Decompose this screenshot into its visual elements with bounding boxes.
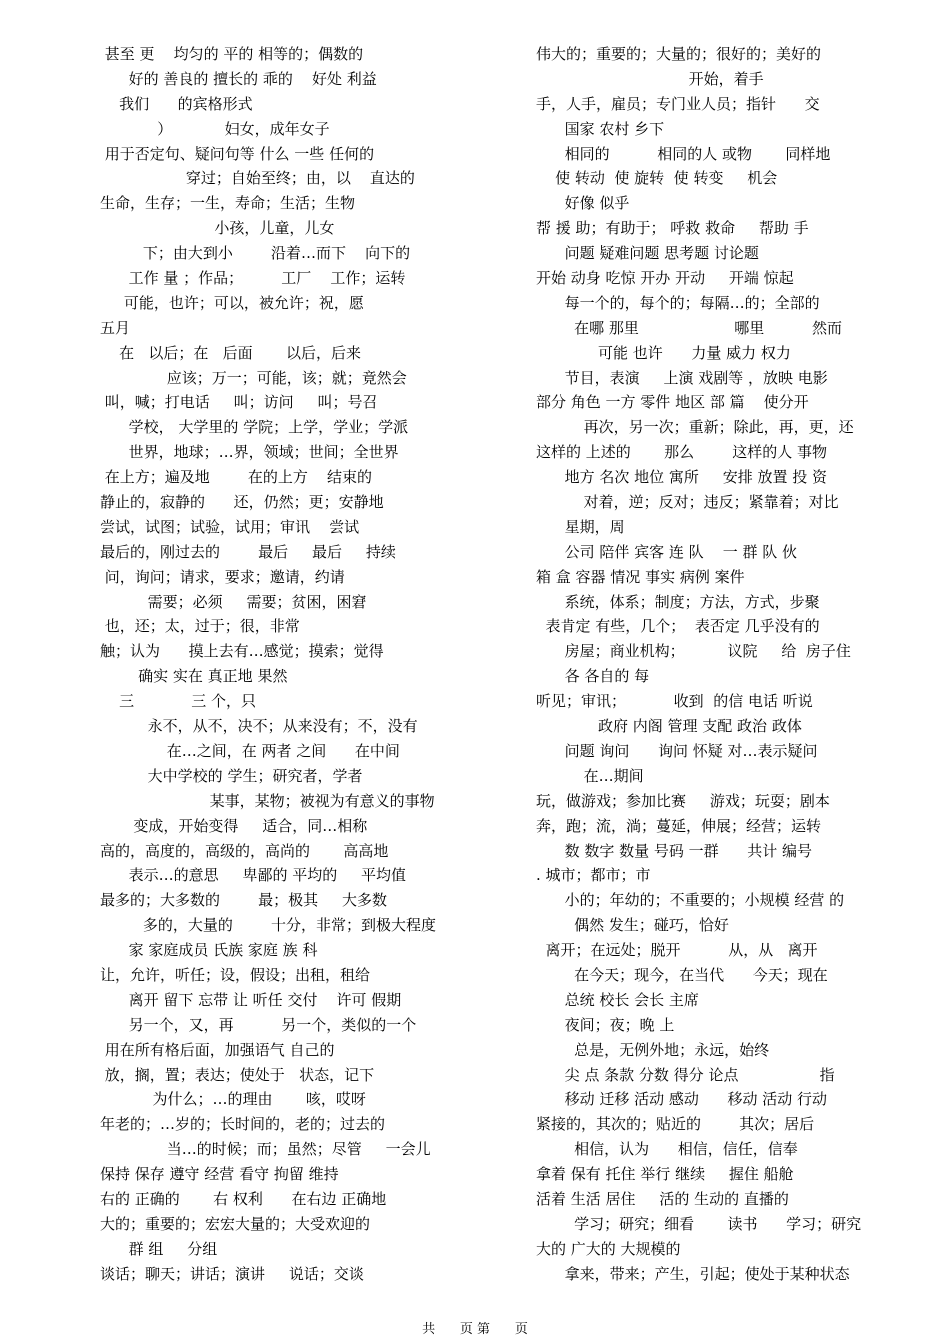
- vocab-line: 这样的 上述的 那么 这样的人 事物: [536, 443, 828, 462]
- vocab-line: 也，还；太，过于；很，非常: [100, 617, 300, 636]
- vocab-line: 五月: [100, 318, 131, 337]
- vocab-line: 开始，着手: [536, 69, 764, 88]
- vocab-line: 需要；必须 需要；贫困，困窘: [100, 592, 367, 611]
- vocab-line: 在上方；遍及地 在的上方 结束的: [100, 468, 372, 487]
- vocab-line: 保持 保存 遵守 经营 看守 拘留 维持: [100, 1165, 339, 1184]
- vocab-line: 拿着 保有 托住 举行 继续 握住 船舱: [536, 1165, 794, 1184]
- vocab-line: 总是，无例外地；永远，始终: [536, 1040, 770, 1059]
- vocab-line: 右的 正确的 右 权利 在右边 正确地: [100, 1189, 387, 1208]
- vocab-line: 奔，跑；流，淌；蔓延，伸展；经营；运转: [536, 816, 822, 835]
- vocab-line: 年老的；…岁的；长时间的，老的；过去的: [100, 1115, 386, 1134]
- vocab-line: 在…之间，在 两者 之间 在中间: [100, 741, 400, 760]
- vocab-line: 离开；在远处；脱开 从，从 离开: [536, 941, 818, 960]
- vocab-line: 确实 实在 真正地 果然: [100, 667, 288, 686]
- vocab-line: 伟大的；重要的；大量的；很好的；美好的: [536, 45, 822, 63]
- vocab-line: 夜间；夜；晚 上: [536, 1015, 675, 1034]
- vocab-line: 再次，另一次；重新；除此，再，更，还: [536, 418, 854, 437]
- vocab-line: 下；由大到小 沿着…而下 向下的: [100, 244, 411, 263]
- vocab-line: 三 三 个，只: [100, 692, 257, 711]
- vocab-line: 穿过；自始至终；由，以 直达的: [100, 169, 415, 188]
- vocab-line: 永不，从不，决不；从来没有；不，没有: [100, 717, 418, 736]
- vocab-line: 学习；研究；细看 读书 学习；研究: [536, 1214, 862, 1233]
- vocab-line: 可能 也许 力量 威力 权力: [536, 343, 791, 362]
- vocab-line: 小孩，儿童，儿女: [100, 219, 335, 238]
- vocab-line: 世界，地球；…界，领域；世间；全世界: [100, 443, 399, 462]
- vocab-line: 生命，生存；一生，寿命；生活；生物: [100, 194, 356, 213]
- vocab-line: 好的 善良的 擅长的 乖的 好处 利益: [100, 69, 377, 88]
- vocab-line: 表肯定 有些，几个； 表否定 几乎没有的: [536, 617, 820, 636]
- vocab-line: 政府 内阁 管理 支配 政治 政体: [536, 717, 802, 736]
- vocab-line: 大的；重要的；宏宏大量的；大受欢迎的: [100, 1214, 371, 1233]
- vocab-line: 用于否定句、疑问句等 什么 一些 任何的: [100, 144, 375, 163]
- vocab-line: 群 组 分组: [100, 1239, 218, 1258]
- vocab-line: 活着 生活 居住 活的 生动的 直播的: [536, 1189, 789, 1208]
- vocab-line: 表示…的意思 卑鄙的 平均的 平均值: [100, 866, 407, 885]
- vocab-line: 开始 动身 吃惊 开办 开动 开端 惊起: [536, 269, 794, 288]
- vocab-line: 移动 迁移 活动 感动 移动 活动 行动: [536, 1090, 828, 1109]
- vocab-line: 问，询问；请求，要求；邀请，约请: [100, 567, 345, 586]
- vocab-line: 使 转动 使 旋转 使 转变 机会: [536, 169, 778, 188]
- vocab-line: 离开 留下 忘带 让 听任 交付 许可 假期: [100, 990, 402, 1009]
- vocab-line: 尝试，试图；试验，试用；审讯 尝试: [100, 517, 360, 536]
- vocab-line: 工作 量 ；作品； 工厂 工作；运转: [100, 269, 406, 288]
- vocab-line: 多的，大量的 十分，非常；到极大程度: [100, 916, 437, 935]
- vocab-line: 当…的时候；而；虽然；尽管 一会儿: [100, 1140, 431, 1159]
- left-column: [100, 42, 520, 1287]
- vocab-line: 房屋；商业机构； 议院 给 房子住: [536, 642, 851, 661]
- vocab-line: 公司 陪伴 宾客 连 队 一 群 队 伙: [536, 542, 798, 561]
- vocab-line: 高的，高度的，高级的，高尚的 高高地: [100, 841, 389, 860]
- vocab-line: 听见；审讯； 收到 的信 电话 听说: [536, 692, 813, 711]
- vocab-line: 手，人手，雇员；专门业人员；指针 交: [536, 94, 820, 113]
- vocab-line: 最多的；大多数的 最；极其 大多数: [100, 891, 387, 910]
- vocab-line: 甚至 更 均匀的 平的 相等的；偶数的: [100, 45, 364, 63]
- vocab-line: 另一个，又，再 另一个，类似的一个: [100, 1015, 417, 1034]
- vocab-line: 在今天；现今，在当代 今天；现在: [536, 965, 828, 984]
- vocab-line: 大的 广大的 大规模的: [536, 1239, 681, 1258]
- vocab-line: 星期，周: [536, 517, 625, 536]
- vocab-line: 我们 的宾格形式: [100, 94, 253, 113]
- vocab-line: 每一个的，每个的；每隔…的；全部的: [536, 293, 820, 312]
- vocab-line: 最后的，刚过去的 最后 最后 持续: [100, 542, 396, 561]
- right-column: [536, 42, 936, 1287]
- vocab-line: 变成，开始变得 适合，同…相称: [100, 816, 368, 835]
- vocab-line: 各 各自的 每: [536, 667, 650, 686]
- vocab-line: 小的；年幼的；不重要的；小规模 经营 的: [536, 891, 845, 910]
- vocab-line: 偶然 发生；碰巧，恰好: [536, 916, 729, 935]
- vocab-line: 学校， 大学里的 学院；上学，学业；学派: [100, 418, 409, 437]
- vocab-line: 箱 盒 容器 情况 事实 病例 案件: [536, 567, 745, 586]
- vocab-line: 用在所有格后面，加强语气 自己的: [100, 1040, 335, 1059]
- vocab-line: 部分 角色 一方 零件 地区 部 篇 使分开: [536, 393, 809, 412]
- vocab-line: 在…期间: [536, 766, 644, 785]
- vocab-line: 为什么；…的理由 咳，哎呀: [100, 1090, 366, 1109]
- vocab-line: 应该；万一；可能，该；就；竟然会: [100, 368, 407, 387]
- vocab-line: 大中学校的 学生；研究者，学者: [100, 766, 363, 785]
- vocab-line: 放，搁，置；表达；使处于 状态，记下: [100, 1065, 375, 1084]
- vocab-line: 相同的 相同的人 或物 同样地: [536, 144, 831, 163]
- vocab-line: 好像 似乎: [536, 194, 630, 213]
- vocab-line: 问题 询问 询问 怀疑 对…表示疑问: [536, 741, 818, 760]
- vocab-line: 节目，表演 上演 戏剧等 ，放映 电影: [536, 368, 828, 387]
- vocab-line: 可能，也许；可以，被允许；祝，愿: [100, 293, 364, 312]
- vocab-line: 拿来，带来；产生，引起；使处于某种状态: [536, 1264, 850, 1283]
- vocab-line: 系统，体系；制度；方法，方式，步聚: [536, 592, 820, 611]
- vocab-line: 在哪 那里 哪里 然而: [536, 318, 842, 337]
- vocab-line: 相信，认为 相信，信任，信奉: [536, 1140, 798, 1159]
- vocab-line: 静止的，寂静的 还，仍然；更；安静地: [100, 493, 384, 512]
- vocab-line: 问题 疑难问题 思考题 讨论题: [536, 244, 759, 263]
- vocab-line: 家 家庭成员 氏族 家庭 族 科: [100, 941, 318, 960]
- vocab-line: ） 妇女，成年女子: [100, 119, 330, 138]
- vocab-line: 在 以后；在 后面 以后，后来: [100, 343, 362, 362]
- vocab-line: 叫，喊；打电话 叫；访问 叫；号召: [100, 393, 378, 412]
- page-footer: 共 页 第 页: [422, 1322, 528, 1337]
- vocab-line: 国家 农村 乡下: [536, 119, 665, 138]
- vocab-line: 谈话；聊天；讲话；演讲 说话；交谈: [100, 1264, 364, 1283]
- vocab-line: 总统 校长 会长 主席: [536, 990, 699, 1009]
- vocab-line: 玩，做游戏；参加比赛 游戏；玩耍；剧本: [536, 791, 830, 810]
- vocab-line: . 城市；都市；市: [536, 866, 651, 885]
- vocab-line: 让，允许，听任；设，假设；出租，租给: [100, 965, 371, 984]
- vocab-line: 帮 援 助；有助于； 呼救 救命 帮助 手: [536, 219, 809, 238]
- vocab-line: 紧接的，其次的；贴近的 其次；居后: [536, 1115, 815, 1134]
- vocab-line: 对着，逆；反对；违反；紧靠着；对比: [536, 493, 839, 512]
- vocab-line: 某事，某物；被视为有意义的事物: [100, 791, 435, 810]
- vocab-line: 触；认为 摸上去有…感觉；摸索；觉得: [100, 642, 384, 661]
- vocab-line: 地方 名次 地位 寓所 安排 放置 投 资: [536, 468, 828, 487]
- vocab-line: 尖 点 条款 分数 得分 论点 指: [536, 1065, 835, 1084]
- vocab-line: 数 数字 数量 号码 一群 共计 编号: [536, 841, 813, 860]
